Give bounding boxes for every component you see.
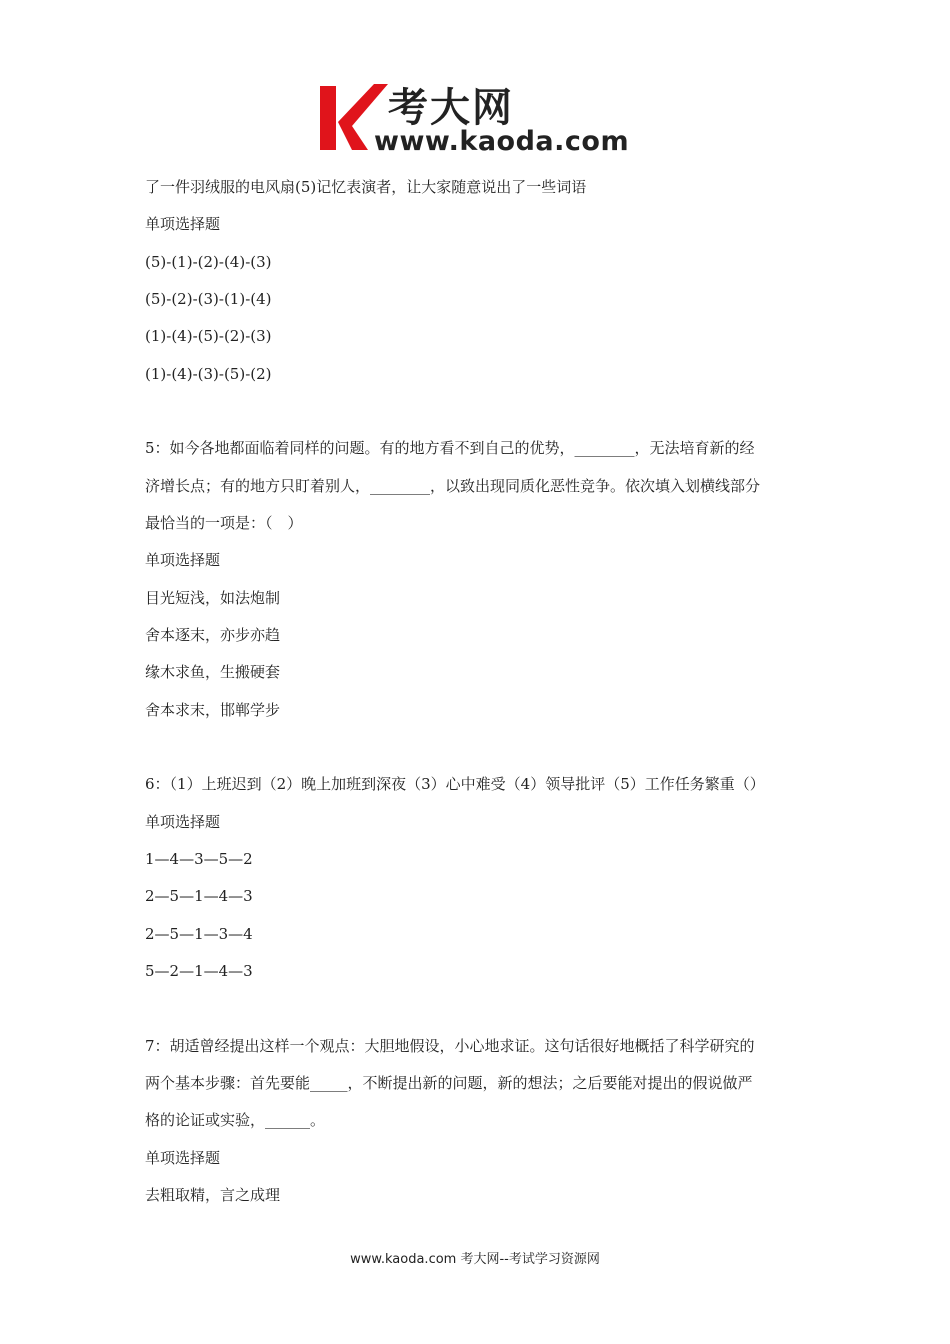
q4-stem: 了一件羽绒服的电风扇(5)记忆表演者，让大家随意说出了一些词语	[145, 178, 587, 196]
q7-type: 单项选择题	[145, 1149, 221, 1167]
q5-stem-line-1: 5：如今各地都面临着同样的问题。有的地方看不到自己的优势，________，无法培育新的经	[145, 439, 755, 457]
q5-option-a: 目光短浅，如法炮制	[145, 589, 281, 607]
q6-option-b: 2—5—1—4—3	[145, 887, 253, 905]
q6-option-c: 2—5—1—3—4	[145, 925, 253, 943]
q4-option-b: (5)-(2)-(3)-(1)-(4)	[145, 290, 272, 308]
q4-type: 单项选择题	[145, 215, 221, 233]
q5-option-d: 舍本求末，邯郸学步	[145, 701, 281, 719]
page-footer: www.kaoda.com 考大网--考试学习资源网	[350, 1252, 600, 1267]
q6-type: 单项选择题	[145, 813, 221, 831]
q6-option-d: 5—2—1—4—3	[145, 962, 253, 980]
q5-option-b: 舍本逐末，亦步亦趋	[145, 626, 281, 644]
q7-option-a: 去粗取精，言之成理	[145, 1186, 281, 1204]
q4-option-a: (5)-(1)-(2)-(4)-(3)	[145, 253, 272, 271]
q7-stem-line-3: 格的论证或实验，______。	[145, 1111, 326, 1129]
q6-stem: 6：（1）上班迟到（2）晚上加班到深夜（3）心中难受（4）领导批评（5）工作任务繁重（）	[145, 775, 765, 793]
q4-option-c: (1)-(4)-(5)-(2)-(3)	[145, 327, 272, 345]
logo-chinese-text: 考大网	[388, 85, 514, 131]
q5-option-c: 缘木求鱼，生搬硬套	[145, 663, 281, 681]
q7-stem-line-2: 两个基本步骤：首先要能_____，不断提出新的问题，新的想法；之后要能对提出的假说做严	[145, 1074, 753, 1092]
q5-type: 单项选择题	[145, 551, 221, 569]
q5-stem-line-2: 济增长点；有的地方只盯着别人，________，以致出现同质化恶性竞争。依次填入划横线部分	[145, 477, 761, 495]
q4-option-d: (1)-(4)-(3)-(5)-(2)	[145, 365, 272, 383]
q7-stem-line-1: 7：胡适曾经提出这样一个观点：大胆地假设，小心地求证。这句话很好地概括了科学研究的	[145, 1037, 755, 1055]
kaoda-logo	[318, 82, 638, 162]
q6-option-a: 1—4—3—5—2	[145, 850, 253, 868]
q5-stem-line-3: 最恰当的一项是：（ ）	[145, 514, 303, 532]
logo-url-text: www.kaoda.com	[374, 126, 630, 157]
